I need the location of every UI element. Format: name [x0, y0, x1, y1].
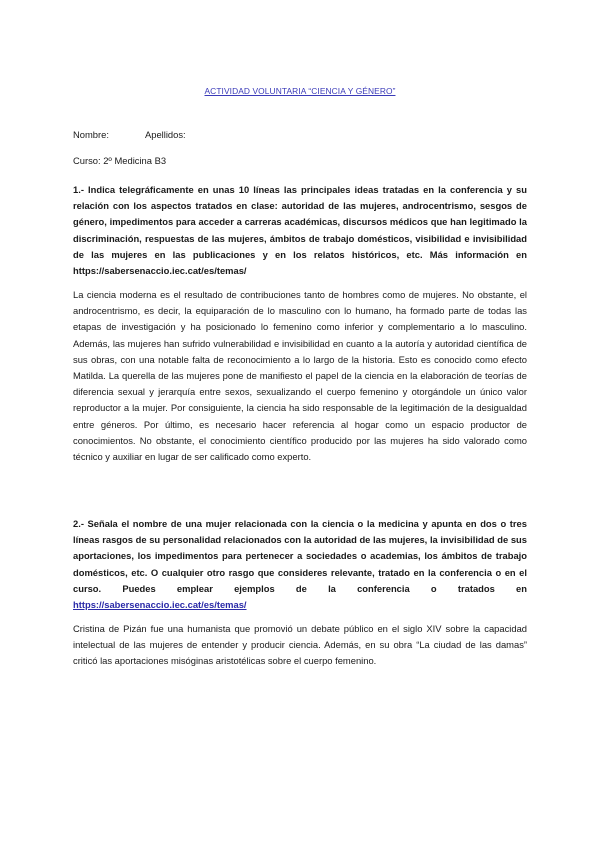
answer-2: Cristina de Pizán fue una humanista que promovió un debate público en el siglo XIV sobre la capacidad intelectual de las mujeres de entender y producir ciencia. Además, en su obra “La ciudad de las damas” criticó las aportaciones misóginas aristotélicas sobre el cuerpo femenino. [73, 623, 527, 667]
question-2-link[interactable]: https://sabersenaccio.iec.cat/es/temas/ [73, 599, 247, 611]
apellidos-label: Apellidos: [145, 129, 186, 140]
curso-label: Curso: 2º Medicina B3 [73, 155, 167, 166]
question-2 [73, 516, 527, 613]
nombre-label: Nombre: [73, 129, 109, 140]
question-1: 1.- Indica telegráficamente en unas 10 líneas las principales ideas tratadas en la conferencia y su relación con los aspectos tratados en clase: autoridad de las mujeres, androcentrismo, sesgos de género, impedimentos para acceder a carreras académicas, discursos médicos que han legitimado la discriminación, respuestas de las mujeres, ámbitos de trabajo domésticos, visibilidad e invisibilidad de las mujeres en las publicaciones y en los relatos históricos, etc. Más información en https://sabersenaccio.iec.cat/es/temas/ [73, 184, 527, 277]
answer-1: La ciencia moderna es el resultado de contribuciones tanto de hombres como de mujeres. No obstante, el androcentrismo, es decir, la equiparación de lo masculino con lo humano, ha formado parte de todas las etapas de investigación y ha posicionado lo femenino como inferior y complementario a lo masculino. Además, las mujeres han sufrido vulnerabilidad e invisibilidad en cuanto a la autoría y autoridad científica de sus obras, con una notable falta de reconocimiento a lo largo de la historia. Esto es conocido como efecto Matilda. La querella de las mujeres pone de manifiesto el papel de la ciencia en la elaboración de teorías de diferencia sexual y jerarquía entre sexos, sexualizando el cuerpo femenino y otorgándole un único valor reproductor a la mujer. Por consiguiente, la ciencia ha sido responsable de la legitimación de la desigualdad entre géneros. Por último, es necesario hacer referencia al hogar como un espacio productor de conocimientos. No obstante, el conocimiento científico producido por las mujeres ha sido valorado como técnico y auxiliar en lugar de ser calificado como experto. [73, 289, 527, 463]
question-2-text: 2.- Señala el nombre de una mujer relacionada con la ciencia o la medicina y apunta en dos o tres líneas rasgos de su personalidad relacionados con la autoridad de las mujeres, la invisibilidad de sus aportaciones, los impedimentos para pertenecer a sociedades o academias, los ámbitos de trabajo domésticos, etc. O cualquier otro rasgo que consideres relevante, tratado en la conferencia o en el curso. Puedes emplear ejemplos de la conferencia o tratados en [73, 518, 527, 594]
document-title: ACTIVIDAD VOLUNTARIA “CIENCIA Y GÉNERO” [204, 86, 396, 96]
